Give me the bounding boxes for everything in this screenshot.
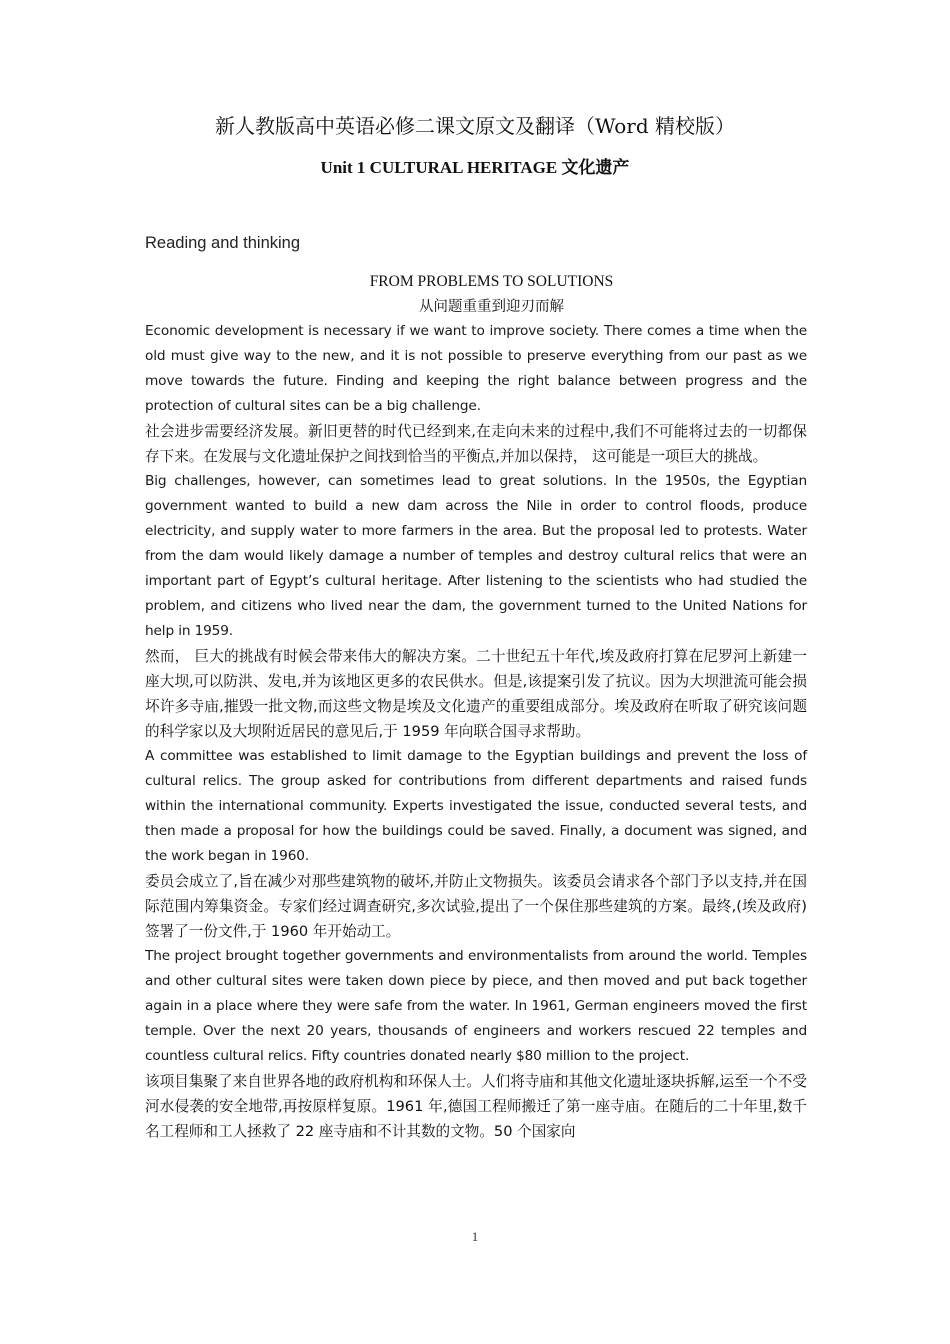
section-label: Reading and thinking bbox=[145, 234, 301, 252]
paragraph-english: Economic development is necessary if we want to improve society. There comes a time when the old must give way to the new, and it is not possible to preserve everything from our past as we move towards the future. Finding and keeping the right balance between progress and the protection of cultural sites can be a big challenge. bbox=[145, 323, 807, 414]
paragraph-english: Big challenges, however, can sometimes lead to great solutions. In the 1950s, the Egyptian government wanted to build a new dam across the Nile in order to control floods, produce electricity, and supply water to more farmers in the area. But the proposal led to protests. Water from the dam would likely damage a number of temples and destroy cultural relics that were an important part of Egypt’s cultural heritage. After listening to the scientists who had studied the problem, and citizens who lived near the dam, the government turned to the United Nations for help in 1959. bbox=[145, 473, 807, 639]
paragraph-english: A committee was established to limit damage to the Egyptian buildings and prevent the loss of cultural relics. The group asked for contributions from different departments and raised funds within the international community. Experts investigated the issue, conducted several tests, and then made a proposal for how the buildings could be saved. Finally, a document was signed, and the work began in 1960. bbox=[145, 748, 807, 864]
paragraph-chinese: 该项目集聚了来自世界各地的政府机构和环保人士。人们将寺庙和其他文化遗址逐块拆解,运至一个不受河水侵袭的安全地带,再按原样复原。1961 年,德国工程师搬迁了第一座寺庙。在随后的二十年里,数千名工程师和工人拯救了 22 座寺庙和不计其数的文物。50 个国家向 bbox=[145, 1073, 807, 1140]
paragraph-english: The project brought together governments and environmentalists from around the world. Temples and other cultural sites were taken down piece by piece, and then moved and put back together again in a place where they were safe from the water. In 1961, German engineers moved the first temple. Over the next 20 years, thousands of engineers and workers rescued 22 temples and countless cultural relics. Fifty countries donated nearly $80 million to the project. bbox=[145, 948, 807, 1064]
document-title: 新人教版高中英语必修二课文原文及翻译（Word 精校版） bbox=[215, 114, 735, 138]
passage-subtitle: 从问题重重到迎刃而解 bbox=[419, 299, 564, 315]
paragraph-chinese: 社会进步需要经济发展。新旧更替的时代已经到来,在走向未来的过程中,我们不可能将过去的一切都保存下来。在发展与文化遗址保护之间找到恰当的平衡点,并加以保持， 这可能是一项巨大的挑战。 bbox=[145, 423, 807, 465]
passage-body bbox=[145, 319, 807, 1144]
passage-title: FROM PROBLEMS TO SOLUTIONS bbox=[369, 273, 614, 290]
paragraph-chinese: 委员会成立了,旨在减少对那些建筑物的破坏,并防止文物损失。该委员会请求各个部门予以支持,并在国际范围内筹集资金。专家们经过调查研究,多次试验,提出了一个保住那些建筑的方案。最终,(埃及政府)签署了一份文件,于 1960 年开始动工。 bbox=[145, 873, 807, 940]
paragraph-chinese: 然而， 巨大的挑战有时候会带来伟大的解决方案。二十世纪五十年代,埃及政府打算在尼罗河上新建一座大坝,可以防洪、发电,并为该地区更多的农民供水。但是,该提案引发了抗议。因为大坝泄流可能会损坏许多寺庙,摧毁一批文物,而这些文物是埃及文化遗产的重要组成部分。埃及政府在听取了研究该问题的科学家以及大坝附近居民的意见后,于 1959 年向联合国寻求帮助。 bbox=[145, 648, 807, 740]
unit-title: Unit 1 CULTURAL HERITAGE 文化遗产 bbox=[320, 158, 630, 177]
page-number: 1 bbox=[471, 1229, 479, 1244]
